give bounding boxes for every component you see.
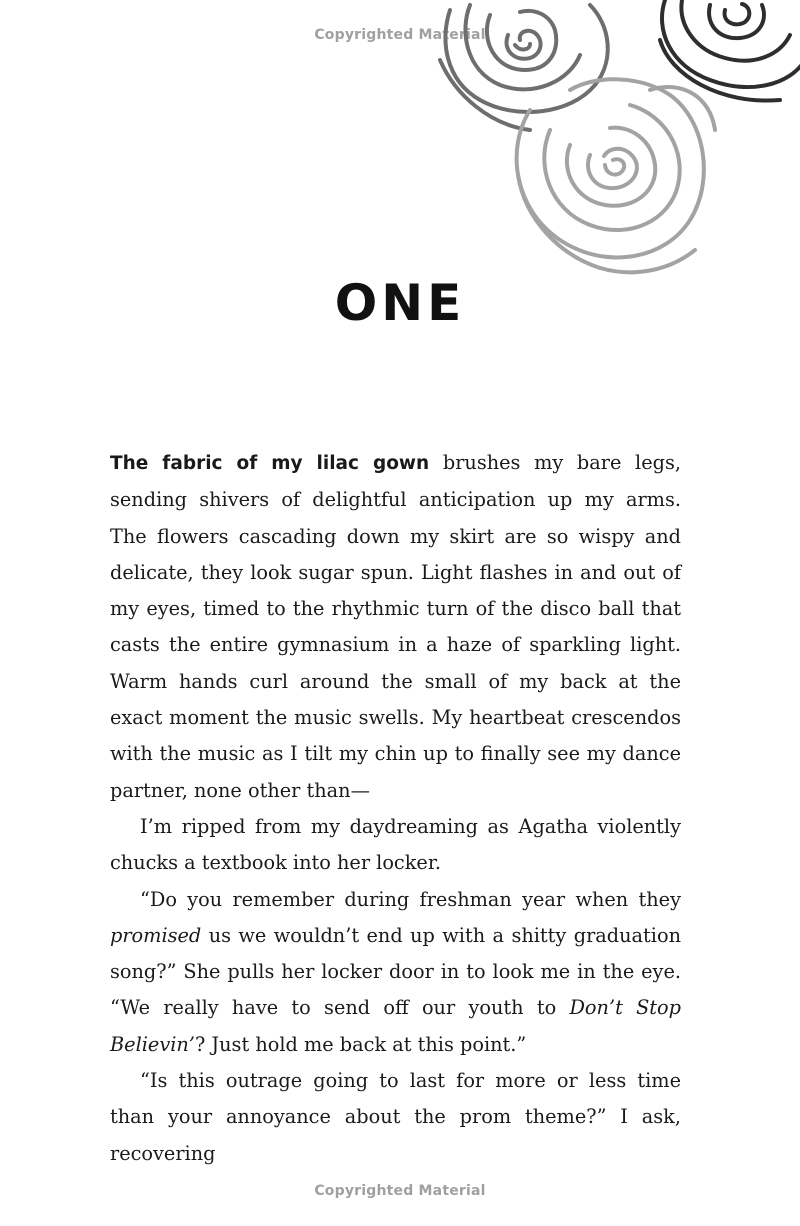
chapter-body xyxy=(110,445,681,1172)
paragraph-3-before: “Do you remember during freshman year when they xyxy=(140,887,681,911)
paragraph-3-middle: us we wouldn’t end up with a shitty graduation song?” She pulls her locker door in to look me in the eye. “We really have to send off our youth to xyxy=(110,923,681,1020)
paragraph-4: “Is this outrage going to last for more or less time than your annoyance about the prom theme?” I ask, recovering xyxy=(110,1069,681,1165)
paragraph-lead-in: The fabric of my lilac gown xyxy=(110,453,430,474)
paragraph-1-text: brushes my bare legs, sending shivers of delightful anticipation up my arms. The flowers cascading down my skirt are so wispy and delicate, they look sugar spun. Light flashes in and out of my eyes, timed to the rhythmic turn of the disco ball that casts the entire gymnasium in a haze of sparkling light. Warm hands curl around the small of my back at the exact moment the music swells. My heartbeat crescendos with the music as I tilt my chin up to finally see my dance partner, none other than— xyxy=(110,451,682,802)
watermark-top: Copyrighted Material xyxy=(314,27,486,43)
paragraph-2: I’m ripped from my daydreaming as Agatha violently chucks a textbook into her locker. xyxy=(110,814,681,875)
paragraph-3 xyxy=(110,882,681,1063)
chapter-title: ONE xyxy=(334,274,466,332)
watermark-bottom: Copyrighted Material xyxy=(314,1183,486,1199)
rose-left-icon xyxy=(440,5,608,130)
paragraph-1 xyxy=(110,445,681,809)
rose-right-icon xyxy=(660,0,800,101)
paragraph-3-italic-promised: promised xyxy=(110,923,202,947)
roses-illustration-icon xyxy=(420,0,800,280)
paragraph-3-italic-song: Don’t Stop Believin’ xyxy=(110,996,681,1056)
paragraph-3-after: ? Just hold me back at this point.” xyxy=(194,1032,527,1056)
rose-bottom-icon xyxy=(517,79,715,272)
